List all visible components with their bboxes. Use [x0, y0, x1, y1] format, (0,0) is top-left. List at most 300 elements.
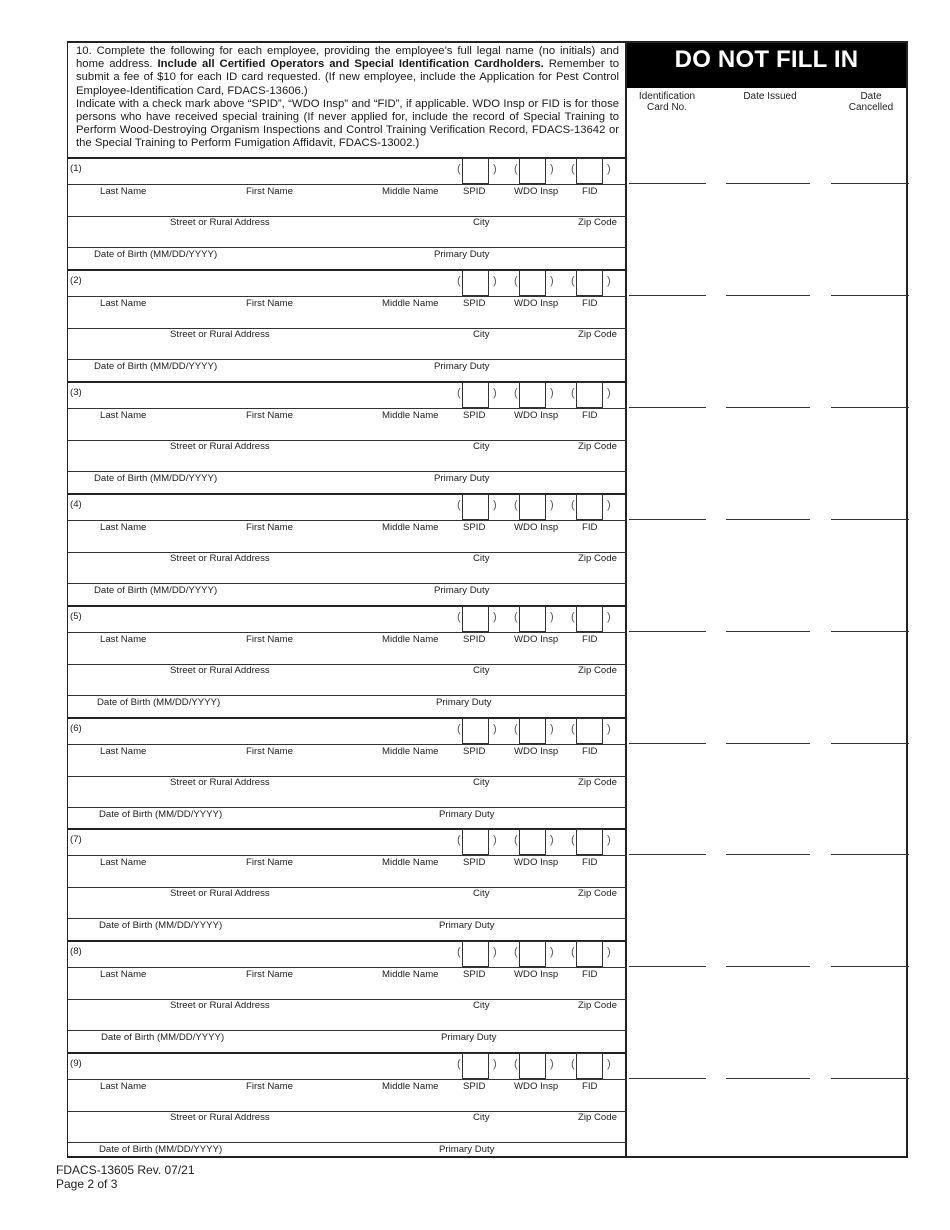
wdo-insp-checkbox-group	[514, 941, 556, 967]
city-label: City	[473, 217, 490, 228]
fid-label: FID	[582, 633, 598, 645]
middle-name-label: Middle Name	[382, 521, 439, 533]
dob-underline	[68, 918, 627, 919]
city-label: City	[473, 440, 490, 452]
address-field[interactable]	[70, 647, 624, 663]
name-underline	[68, 855, 627, 856]
fid-checkbox[interactable]	[576, 158, 603, 184]
paren-glyph: (	[514, 610, 518, 623]
primary-duty-label: Primary Duty	[441, 1032, 497, 1044]
do-not-fill-in-header: DO NOT FILL IN	[627, 43, 906, 88]
date-issued-line[interactable]	[726, 854, 810, 855]
address-field[interactable]	[70, 311, 624, 327]
zip-code-label: Zip Code	[578, 1000, 617, 1012]
employee-name-field[interactable]	[92, 495, 452, 517]
spid-label: SPID	[463, 745, 486, 757]
id-card-no-line[interactable]	[629, 743, 706, 744]
instruction-paragraph-2: Indicate with a check mark above “SPID”, “WDO Insp” and “FID”, if applicable. WDO Insp or FID is for those persons who have received special training (If never applied for, include the record of Special Training to Perform Wood-Destroying Organism Inspections and Control Training Verification Record, FDACS-13642 or the Special Training to Perform Fumigation Affidavit, FDACS-13002.)	[76, 97, 619, 150]
id-card-no-line[interactable]	[629, 295, 706, 296]
zip-code-label: Zip Code	[578, 328, 617, 340]
wdo-insp-label: WDO Insp	[514, 633, 559, 645]
dob-duty-field[interactable]	[70, 680, 624, 694]
last-name-label: Last Name	[100, 409, 147, 421]
date-cancelled-line[interactable]	[831, 631, 909, 632]
paren-glyph: (	[457, 610, 461, 623]
wdo-insp-checkbox-group	[514, 270, 556, 296]
paren-glyph: )	[607, 274, 611, 287]
wdo-insp-label: WDO Insp	[514, 857, 559, 869]
wdo-insp-checkbox[interactable]	[519, 1053, 546, 1079]
spid-checkbox-group	[457, 941, 499, 967]
middle-name-label: Middle Name	[382, 1081, 439, 1093]
paren-glyph: (	[457, 498, 461, 511]
employee-number: (6)	[70, 722, 82, 734]
city-label: City	[473, 888, 490, 900]
paren-glyph: (	[571, 722, 575, 735]
spid-label: SPID	[463, 633, 486, 645]
primary-duty-label: Primary Duty	[436, 696, 492, 708]
last-name-label: Last Name	[100, 1081, 147, 1093]
paren-glyph: (	[457, 722, 461, 735]
city-label: City	[473, 1112, 490, 1124]
employee-name-field[interactable]	[92, 1054, 452, 1076]
wdo-insp-checkbox[interactable]	[519, 270, 546, 296]
paren-glyph: )	[493, 946, 497, 959]
office-use-section	[627, 43, 906, 1156]
spid-checkbox-group	[457, 494, 499, 520]
wdo-insp-checkbox[interactable]	[519, 829, 546, 855]
spid-checkbox[interactable]	[462, 1053, 489, 1079]
first-name-label: First Name	[246, 745, 293, 757]
paren-glyph: )	[550, 1058, 554, 1071]
first-name-label: First Name	[246, 857, 293, 869]
middle-name-label: Middle Name	[382, 297, 439, 309]
zip-code-label: Zip Code	[578, 664, 617, 676]
spid-checkbox[interactable]	[462, 158, 489, 184]
street-address-label: Street or Rural Address	[170, 328, 270, 340]
wdo-insp-checkbox[interactable]	[519, 494, 546, 520]
dob-duty-field[interactable]	[70, 344, 624, 358]
address-underline	[68, 887, 627, 888]
fid-checkbox[interactable]	[576, 1053, 603, 1079]
employee-name-field[interactable]	[92, 383, 452, 405]
dob-underline	[68, 359, 627, 360]
address-underline	[68, 328, 627, 329]
paren-glyph: )	[493, 610, 497, 623]
fid-label: FID	[582, 521, 598, 533]
fid-label: FID	[582, 409, 598, 421]
address-underline	[68, 999, 627, 1000]
spid-checkbox[interactable]	[462, 270, 489, 296]
wdo-insp-checkbox-group	[514, 829, 556, 855]
city-label: City	[473, 776, 490, 788]
employee-name-field[interactable]	[92, 830, 452, 852]
employee-name-field[interactable]	[92, 271, 452, 293]
id-card-no-line[interactable]	[629, 854, 706, 855]
primary-duty-label: Primary Duty	[434, 584, 490, 596]
spid-label: SPID	[463, 297, 486, 309]
employee-number: (4)	[70, 498, 82, 510]
spid-checkbox[interactable]	[462, 718, 489, 744]
id-card-no-line[interactable]	[629, 631, 706, 632]
paren-glyph: (	[514, 498, 518, 511]
spid-checkbox-group	[457, 829, 499, 855]
date-cancelled-line[interactable]	[831, 295, 909, 296]
wdo-insp-checkbox[interactable]	[519, 941, 546, 967]
last-name-label: Last Name	[100, 186, 147, 197]
date-cancelled-line[interactable]	[831, 966, 909, 967]
address-field[interactable]	[70, 759, 624, 775]
fid-checkbox-group	[571, 158, 613, 184]
dob-duty-field[interactable]	[70, 903, 624, 917]
paren-glyph: (	[457, 274, 461, 287]
wdo-insp-checkbox-group	[514, 606, 556, 632]
middle-name-label: Middle Name	[382, 745, 439, 757]
fid-label: FID	[582, 297, 598, 309]
date-cancelled-line[interactable]	[831, 519, 909, 520]
middle-name-label: Middle Name	[382, 633, 439, 645]
employee-number: (9)	[70, 1058, 82, 1070]
address-underline	[68, 440, 627, 441]
address-underline	[68, 664, 627, 665]
zip-code-label: Zip Code	[578, 217, 617, 228]
id-card-no-line[interactable]	[629, 183, 706, 184]
paren-glyph: )	[607, 722, 611, 735]
dob-duty-field[interactable]	[70, 1127, 624, 1141]
col-head-date-cancelled: Date Cancelled	[848, 91, 894, 113]
street-address-label: Street or Rural Address	[170, 217, 270, 228]
date-cancelled-line[interactable]	[831, 743, 909, 744]
name-underline	[68, 184, 627, 185]
dob-underline	[68, 807, 627, 808]
paren-glyph: (	[514, 163, 518, 175]
paren-glyph: )	[607, 1058, 611, 1071]
first-name-label: First Name	[246, 297, 293, 309]
employee-number: (8)	[70, 946, 82, 958]
instruction-paragraph-1	[76, 45, 619, 98]
spid-checkbox-group	[457, 1053, 499, 1079]
fid-checkbox-group	[571, 270, 613, 296]
dob-duty-field[interactable]	[70, 232, 624, 246]
paren-glyph: (	[514, 722, 518, 735]
employee-number: (3)	[70, 386, 82, 398]
paren-glyph: (	[457, 163, 461, 175]
first-name-label: First Name	[246, 1081, 293, 1093]
last-name-label: Last Name	[100, 969, 147, 981]
spid-label: SPID	[463, 969, 486, 981]
date-issued-line[interactable]	[726, 407, 810, 408]
city-label: City	[473, 328, 490, 340]
zip-code-label: Zip Code	[578, 552, 617, 564]
form-number: FDACS-13605 Rev. 07/21	[56, 1163, 195, 1177]
spid-checkbox-group	[457, 270, 499, 296]
address-field[interactable]	[70, 982, 624, 998]
date-of-birth-label: Date of Birth (MM/DD/YYYY)	[99, 808, 223, 820]
paren-glyph: )	[550, 386, 554, 399]
spid-checkbox-group	[457, 158, 499, 184]
date-cancelled-line[interactable]	[831, 183, 909, 184]
paren-glyph: )	[493, 274, 497, 287]
spid-label: SPID	[463, 857, 486, 869]
address-underline	[68, 216, 627, 217]
fid-label: FID	[582, 745, 598, 757]
zip-code-label: Zip Code	[578, 776, 617, 788]
dob-duty-field[interactable]	[70, 1015, 624, 1029]
spid-checkbox-group	[457, 382, 499, 408]
fid-checkbox-group	[571, 941, 613, 967]
fid-checkbox[interactable]	[576, 494, 603, 520]
dob-underline	[68, 583, 627, 584]
date-issued-line[interactable]	[726, 1078, 810, 1079]
paren-glyph: )	[550, 498, 554, 511]
name-underline	[68, 408, 627, 409]
primary-duty-label: Primary Duty	[439, 920, 495, 932]
col-head-date-issued: Date Issued	[743, 91, 797, 102]
wdo-insp-label: WDO Insp	[514, 409, 559, 421]
city-label: City	[473, 664, 490, 676]
last-name-label: Last Name	[100, 745, 147, 757]
wdo-insp-checkbox-group	[514, 382, 556, 408]
date-of-birth-label: Date of Birth (MM/DD/YYYY)	[101, 1032, 225, 1044]
middle-name-label: Middle Name	[382, 857, 439, 869]
paren-glyph: (	[514, 386, 518, 399]
spid-label: SPID	[463, 1081, 486, 1093]
zip-code-label: Zip Code	[578, 888, 617, 900]
date-of-birth-label: Date of Birth (MM/DD/YYYY)	[99, 920, 223, 932]
spid-checkbox-group	[457, 718, 499, 744]
employee-form	[67, 41, 908, 1158]
fid-checkbox-group	[571, 829, 613, 855]
date-of-birth-label: Date of Birth (MM/DD/YYYY)	[94, 249, 218, 260]
spid-checkbox[interactable]	[462, 941, 489, 967]
first-name-label: First Name	[246, 521, 293, 533]
fid-label: FID	[582, 186, 598, 197]
date-of-birth-label: Date of Birth (MM/DD/YYYY)	[94, 584, 218, 596]
dob-underline	[68, 1142, 627, 1143]
date-of-birth-label: Date of Birth (MM/DD/YYYY)	[97, 696, 221, 708]
paren-glyph: )	[493, 163, 497, 175]
wdo-insp-label: WDO Insp	[514, 1081, 559, 1093]
instruction-text: 10. Complete the following for each employee, providing the employee’s full legal name (no initials) and home address.	[76, 45, 619, 71]
primary-duty-label: Primary Duty	[434, 472, 490, 484]
fid-checkbox[interactable]	[576, 941, 603, 967]
wdo-insp-label: WDO Insp	[514, 969, 559, 981]
paren-glyph: )	[550, 274, 554, 287]
spid-label: SPID	[463, 409, 486, 421]
paren-glyph: (	[514, 1058, 518, 1071]
last-name-label: Last Name	[100, 633, 147, 645]
paren-glyph: )	[550, 163, 554, 175]
fid-checkbox[interactable]	[576, 718, 603, 744]
date-cancelled-line[interactable]	[831, 854, 909, 855]
paren-glyph: )	[493, 722, 497, 735]
fid-label: FID	[582, 857, 598, 869]
primary-duty-label: Primary Duty	[439, 1144, 495, 1156]
wdo-insp-label: WDO Insp	[514, 297, 559, 309]
paren-glyph: )	[550, 610, 554, 623]
id-card-no-line[interactable]	[629, 966, 706, 967]
address-field[interactable]	[70, 199, 624, 215]
paren-glyph: (	[571, 498, 575, 511]
date-of-birth-label: Date of Birth (MM/DD/YYYY)	[94, 360, 218, 372]
name-underline	[68, 296, 627, 297]
last-name-label: Last Name	[100, 297, 147, 309]
col-head-id-card: Identification Card No.	[638, 91, 696, 113]
street-address-label: Street or Rural Address	[170, 664, 270, 676]
name-underline	[68, 744, 627, 745]
paren-glyph: (	[457, 386, 461, 399]
zip-code-label: Zip Code	[578, 1112, 617, 1124]
wdo-insp-checkbox-group	[514, 718, 556, 744]
spid-checkbox[interactable]	[462, 606, 489, 632]
paren-glyph: (	[514, 274, 518, 287]
dob-underline	[68, 247, 627, 248]
id-card-no-line[interactable]	[629, 519, 706, 520]
paren-glyph: (	[514, 834, 518, 847]
primary-duty-label: Primary Duty	[434, 249, 490, 260]
primary-duty-label: Primary Duty	[434, 360, 490, 372]
address-underline	[68, 552, 627, 553]
street-address-label: Street or Rural Address	[170, 1112, 270, 1124]
id-card-no-line[interactable]	[629, 1078, 706, 1079]
fid-checkbox-group	[571, 718, 613, 744]
spid-checkbox[interactable]	[462, 494, 489, 520]
paren-glyph: )	[550, 722, 554, 735]
spid-checkbox[interactable]	[462, 382, 489, 408]
address-underline	[68, 776, 627, 777]
wdo-insp-checkbox[interactable]	[519, 382, 546, 408]
wdo-insp-checkbox-group	[514, 158, 556, 184]
paren-glyph: )	[550, 946, 554, 959]
id-card-no-line[interactable]	[629, 407, 706, 408]
fid-checkbox[interactable]	[576, 382, 603, 408]
instruction-text: Remember to submit a fee of $10 for each ID card requested. (If new employee, include the Application for Pest Control Employee-Identification Card, FDACS-13606.)	[76, 58, 619, 97]
employee-name-field[interactable]	[92, 719, 452, 741]
paren-glyph: (	[571, 834, 575, 847]
fid-checkbox-group	[571, 494, 613, 520]
address-field[interactable]	[70, 870, 624, 886]
address-field[interactable]	[70, 535, 624, 551]
date-issued-line[interactable]	[726, 743, 810, 744]
date-cancelled-line[interactable]	[831, 407, 909, 408]
paren-glyph: )	[493, 386, 497, 399]
zip-code-label: Zip Code	[578, 440, 617, 452]
page-number: Page 2 of 3	[56, 1177, 118, 1191]
date-issued-line[interactable]	[726, 966, 810, 967]
city-label: City	[473, 552, 490, 564]
paren-glyph: (	[514, 946, 518, 959]
wdo-insp-checkbox[interactable]	[519, 606, 546, 632]
date-of-birth-label: Date of Birth (MM/DD/YYYY)	[94, 472, 218, 484]
wdo-insp-checkbox[interactable]	[519, 718, 546, 744]
date-of-birth-label: Date of Birth (MM/DD/YYYY)	[99, 1144, 223, 1156]
dob-duty-field[interactable]	[70, 456, 624, 470]
street-address-label: Street or Rural Address	[170, 1000, 270, 1012]
wdo-insp-label: WDO Insp	[514, 745, 559, 757]
employee-name-field[interactable]	[92, 942, 452, 964]
fid-checkbox[interactable]	[576, 829, 603, 855]
paren-glyph: (	[571, 946, 575, 959]
paren-glyph: (	[457, 1058, 461, 1071]
middle-name-label: Middle Name	[382, 969, 439, 981]
paren-glyph: )	[493, 834, 497, 847]
dob-underline	[68, 695, 627, 696]
wdo-insp-label: WDO Insp	[514, 186, 559, 197]
paren-glyph: (	[571, 1058, 575, 1071]
employee-section	[68, 43, 627, 1156]
last-name-label: Last Name	[100, 521, 147, 533]
paren-glyph: (	[571, 386, 575, 399]
date-cancelled-line[interactable]	[831, 1078, 909, 1079]
employee-name-field[interactable]	[92, 607, 452, 629]
name-underline	[68, 632, 627, 633]
page-footer	[56, 1163, 195, 1191]
paren-glyph: )	[607, 946, 611, 959]
paren-glyph: )	[493, 498, 497, 511]
employee-number: (5)	[70, 610, 82, 622]
street-address-label: Street or Rural Address	[170, 888, 270, 900]
address-underline	[68, 1111, 627, 1112]
spid-label: SPID	[463, 521, 486, 533]
paren-glyph: )	[607, 834, 611, 847]
street-address-label: Street or Rural Address	[170, 440, 270, 452]
employee-number: (2)	[70, 274, 82, 286]
paren-glyph: (	[571, 274, 575, 287]
date-issued-line[interactable]	[726, 631, 810, 632]
first-name-label: First Name	[246, 409, 293, 421]
dob-duty-field[interactable]	[70, 792, 624, 806]
instruction-bold-text: Include all Certified Operators and Special Identification Cardholders.	[157, 58, 544, 71]
date-issued-line[interactable]	[726, 183, 810, 184]
first-name-label: First Name	[246, 969, 293, 981]
date-issued-line[interactable]	[726, 295, 810, 296]
spid-label: SPID	[463, 186, 486, 197]
paren-glyph: )	[550, 834, 554, 847]
first-name-label: First Name	[246, 633, 293, 645]
paren-glyph: (	[457, 946, 461, 959]
address-field[interactable]	[70, 1094, 624, 1110]
middle-name-label: Middle Name	[382, 409, 439, 421]
dob-duty-field[interactable]	[70, 568, 624, 582]
street-address-label: Street or Rural Address	[170, 552, 270, 564]
middle-name-label: Middle Name	[382, 186, 439, 197]
employee-number: (7)	[70, 834, 82, 846]
spid-checkbox-group	[457, 606, 499, 632]
name-underline	[68, 967, 627, 968]
primary-duty-label: Primary Duty	[439, 808, 495, 820]
wdo-insp-checkbox-group	[514, 1053, 556, 1079]
wdo-insp-checkbox[interactable]	[519, 158, 546, 184]
address-field[interactable]	[70, 423, 624, 439]
last-name-label: Last Name	[100, 857, 147, 869]
date-issued-line[interactable]	[726, 519, 810, 520]
employee-number: (1)	[70, 163, 82, 174]
street-address-label: Street or Rural Address	[170, 776, 270, 788]
dob-underline	[68, 471, 627, 472]
instructions	[76, 45, 619, 151]
paren-glyph: )	[607, 163, 611, 175]
fid-checkbox[interactable]	[576, 606, 603, 632]
dob-underline	[68, 1030, 627, 1031]
fid-label: FID	[582, 1081, 598, 1093]
employee-name-field[interactable]	[92, 159, 452, 181]
name-underline	[68, 520, 627, 521]
city-label: City	[473, 1000, 490, 1012]
fid-checkbox[interactable]	[576, 270, 603, 296]
paren-glyph: )	[493, 1058, 497, 1071]
spid-checkbox[interactable]	[462, 829, 489, 855]
name-underline	[68, 1079, 627, 1080]
